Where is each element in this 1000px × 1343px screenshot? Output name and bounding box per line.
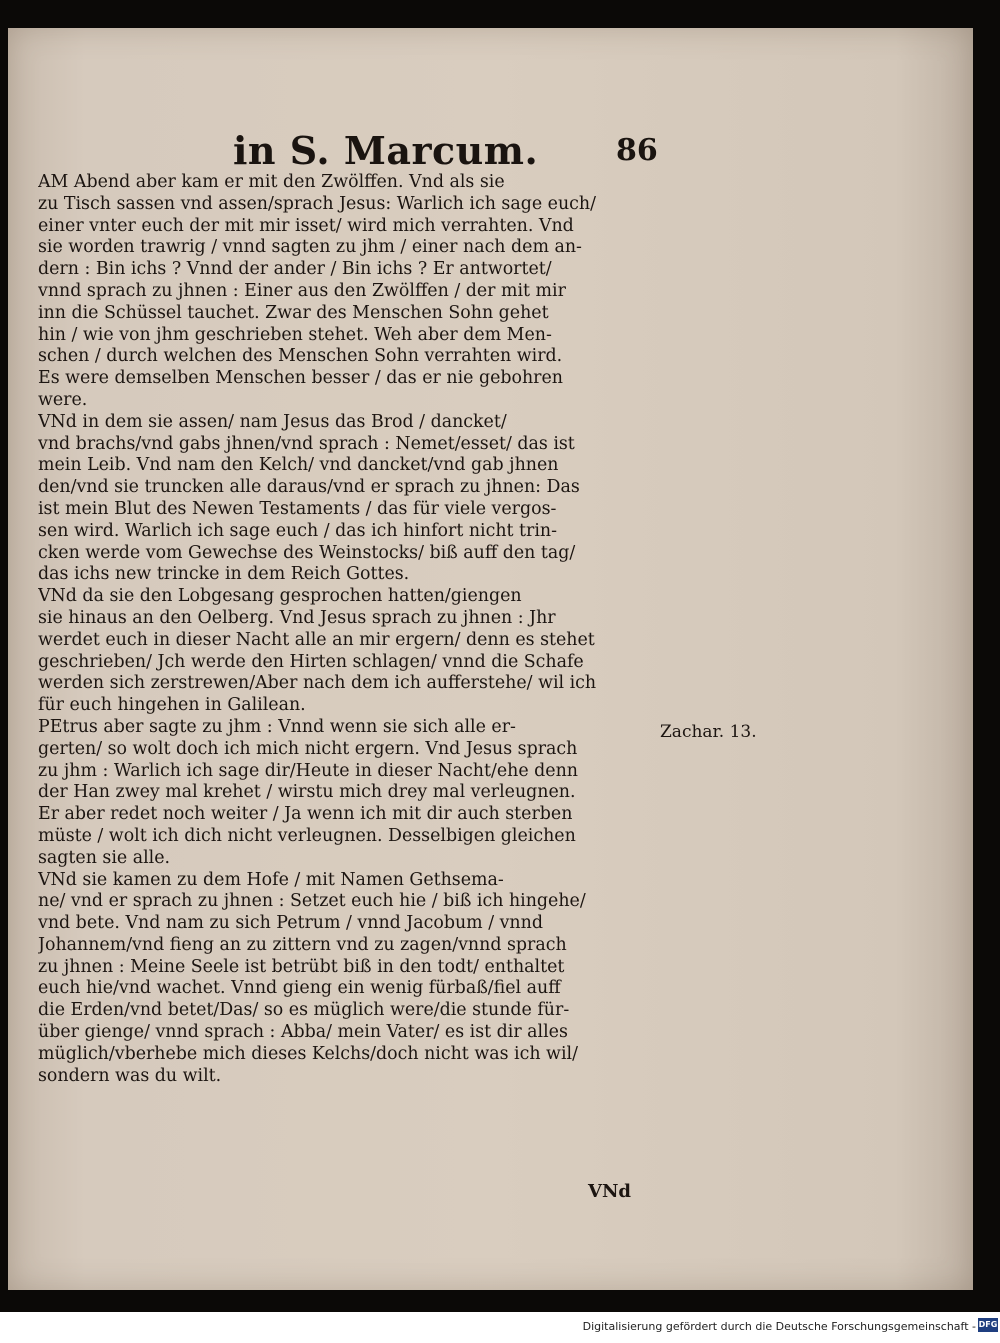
text-line: vnd brachs/vnd gabs jhnen/vnd sprach : Nemet/esset/ das ist [38,433,575,454]
text-line: vnnd sprach zu jhnen : Einer aus den Zwölffen / der mit mir [38,280,566,301]
text-line: zu jhm : Warlich ich sage dir/Heute in dieser Nacht/ehe denn [38,760,578,781]
dfg-logo-icon: DFG [978,1318,998,1332]
text-line: für euch hingehen in Galilean. [38,695,306,716]
book-page [8,28,973,1290]
text-line: mein Leib. Vnd nam den Kelch/ vnd dancket/vnd gab jhnen [38,455,559,476]
text-line: dern : Bin ichs ? Vnnd der ander / Bin ichs ? Er antwortet/ [38,259,552,280]
text-line: vnd bete. Vnd nam zu sich Petrum / vnnd Jacobum / vnnd [38,913,543,934]
text-line: hin / wie von jhm geschrieben stehet. Weh aber dem Men- [38,324,552,345]
text-line: sagten sie alle. [38,847,171,868]
text-line: inn die Schüssel tauchet. Zwar des Menschen Sohn gehet [38,302,549,323]
text-line: VNd da sie den Lobgesang gesprochen hatten/giengen [38,586,522,607]
text-line: die Erden/vnd betet/Das/ so es müglich were/die stunde für- [38,1000,570,1021]
text-line: das ichs new trincke in dem Reich Gottes. [38,564,410,585]
text-line: werden sich zerstrewen/Aber nach dem ich aufferstehe/ wil ich [38,673,597,694]
text-line: geschrieben/ Jch werde den Hirten schlagen/ vnnd die Schafe [38,651,584,672]
text-line: gerten/ so wolt doch ich mich nicht ergern. Vnd Jesus sprach [38,738,578,759]
text-line: ne/ vnd er sprach zu jhnen : Setzet euch hie / biß ich hingehe/ [38,891,586,912]
text-line: werdet euch in dieser Nacht alle an mir ergern/ denn es stehet [38,629,595,650]
text-line: den/vnd sie truncken alle daraus/vnd er sprach zu jhnen: Das [38,477,580,498]
text-line: euch hie/vnd wachet. Vnnd gieng ein wenig fürbaß/fiel auff [38,978,561,999]
text-line: cken werde vom Gewechse des Weinstocks/ biß auff den tag/ [38,542,576,563]
text-line: ist mein Blut des Newen Testaments / das für viele vergos- [38,498,557,519]
text-line: einer vnter euch der mit mir isset/ wird mich verrahten. Vnd [38,215,574,236]
text-line: sie hinaus an den Oelberg. Vnd Jesus sprach zu jhnen : Jhr [38,607,556,628]
text-line: schen / durch welchen des Menschen Sohn verrahten wird. [38,346,563,367]
text-line: sen wird. Warlich ich sage euch / das ich hinfort nicht trin- [38,520,557,541]
funding-notice: Digitalisierung gefördert durch die Deutsche Forschungsgemeinschaft - [582,1320,976,1333]
text-line: zu Tisch sassen vnd assen/sprach Jesus: Warlich ich sage euch/ [38,193,596,214]
text-line: Johannem/vnd fieng an zu zittern vnd zu zagen/vnnd sprach [38,934,567,955]
text-line: über gienge/ vnnd sprach : Abba/ mein Vater/ es ist dir alles [38,1022,568,1043]
text-line: were. [38,389,88,410]
page-number: 86 [616,133,658,168]
text-line: sie worden trawrig / vnnd sagten zu jhm / einer nach dem an- [38,237,582,258]
text-line: Er aber redet noch weiter / Ja wenn ich mit dir auch sterben [38,804,573,825]
catchword: VNd [588,1181,632,1202]
text-line: müglich/vberhebe mich dieses Kelchs/doch nicht was ich wil/ [38,1043,578,1064]
body-text [38,172,658,1087]
text-line: AM Abend aber kam er mit den Zwölffen. Vnd als sie [38,172,505,192]
footer-bar [0,1312,1000,1343]
text-line: sondern was du wilt. [38,1065,222,1086]
text-line: zu jhnen : Meine Seele ist betrübt biß in den todt/ enthaltet [38,956,565,977]
running-head: in S. Marcum. [233,128,539,173]
text-line: der Han zwey mal krehet / wirstu mich drey mal verleugnen. [38,782,576,803]
text-line: VNd sie kamen zu dem Hofe / mit Namen Gethsema- [38,869,504,890]
text-line: müste / wolt ich dich nicht verleugnen. Desselbigen gleichen [38,825,576,846]
text-line: VNd in dem sie assen/ nam Jesus das Brod / dancket/ [38,411,507,432]
margin-note: Zachar. 13. [660,722,757,742]
text-line: Es were demselben Menschen besser / das er nie gebohren [38,368,563,389]
text-line: PEtrus aber sagte zu jhm : Vnnd wenn sie sich alle er- [38,716,516,737]
